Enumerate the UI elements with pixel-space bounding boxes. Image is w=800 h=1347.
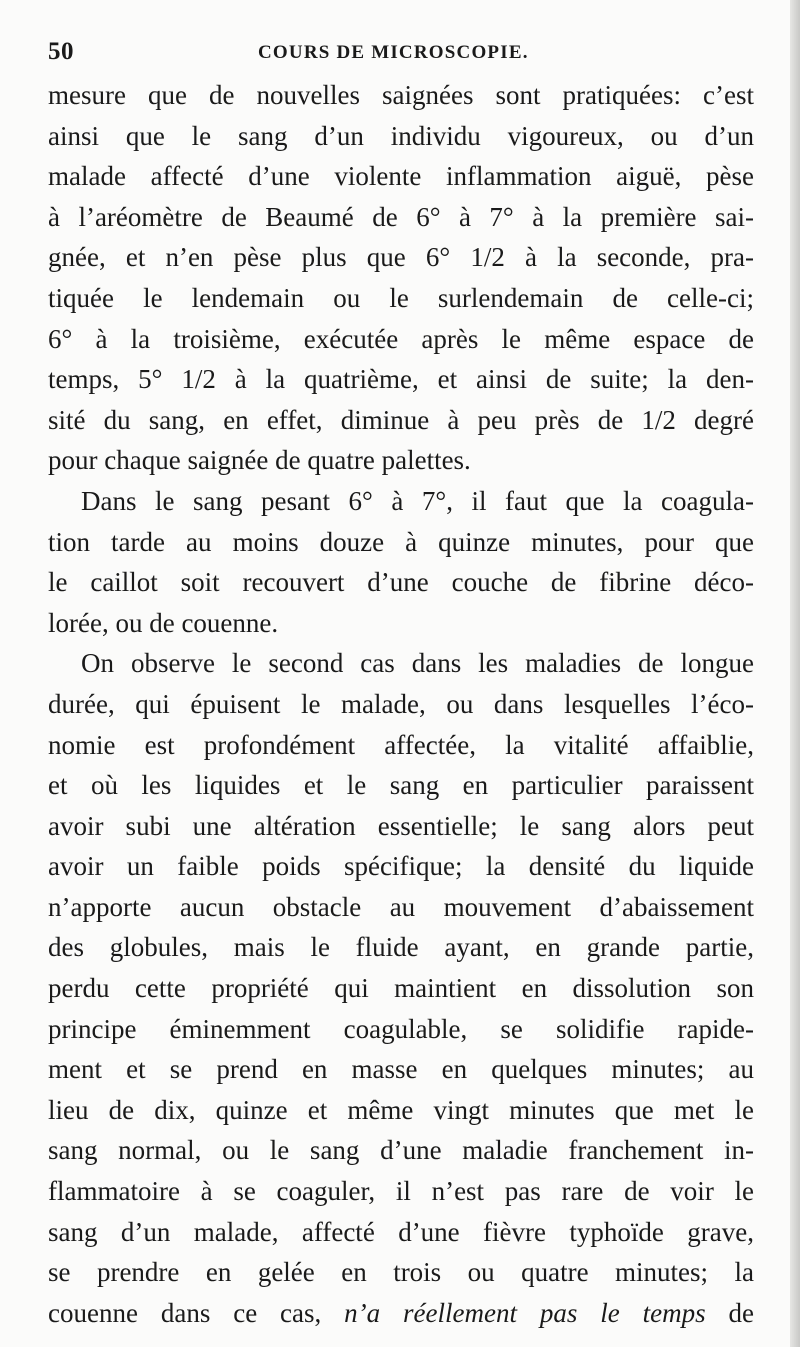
text-line: se prendre en gelée en trois ou quatre minutes; la	[48, 1257, 754, 1288]
page-edge-shadow	[790, 0, 800, 1347]
text-line: temps, 5° 1/2 à la quatrième, et ainsi de suite; la den-	[48, 364, 754, 395]
text-line: malade affecté d’une violente inflammation aiguë, pèse	[48, 161, 754, 192]
text-line: principe éminemment coagulable, se solidifie rapide-	[48, 1013, 754, 1044]
text-line: tion tarde au moins douze à quinze minutes, pour que	[48, 526, 754, 557]
text-line: gnée, et n’en pèse plus que 6° 1/2 à la seconde, pra-	[48, 242, 754, 273]
text-line: On observe le second cas dans les maladies de longue	[81, 648, 754, 679]
running-title: COURS DE MICROSCOPIE.	[258, 42, 529, 63]
text-line: Dans le sang pesant 6° à 7°, il faut que la coagula-	[81, 485, 754, 516]
text-line: ainsi que le sang d’un individu vigoureux, ou d’un	[48, 120, 754, 151]
page-header	[48, 38, 754, 68]
body-text	[48, 75, 754, 1333]
text-line: tiquée le lendemain ou le surlendemain de celle-ci;	[48, 282, 754, 313]
text-line: ment et se prend en masse en quelques minutes; au	[48, 1054, 754, 1085]
text-line: mesure que de nouvelles saignées sont pratiquées: c’est	[48, 80, 754, 110]
text-line: flammatoire à se coaguler, il n’est pas rare de voir le	[48, 1176, 754, 1207]
text-line: nomie est profondément affectée, la vitalité affaiblie,	[48, 729, 754, 760]
text-line: sang d’un malade, affecté d’une fièvre typhoïde grave,	[48, 1216, 754, 1247]
italic-text-run: n’a réellement pas le temps	[344, 1297, 706, 1328]
text-line: durée, qui épuisent le malade, ou dans lesquelles l’éco-	[48, 688, 754, 719]
text-line: 6° à la troisième, exécutée après le même espace de	[48, 323, 754, 354]
text-line: avoir subi une altération essentielle; le sang alors peut	[48, 810, 754, 841]
text-line: des globules, mais le fluide ayant, en grande partie,	[48, 932, 754, 963]
text-line: à l’aréomètre de Beaumé de 6° à 7° à la première sai-	[48, 201, 754, 232]
text-line: sang normal, ou le sang d’une maladie franchement in-	[48, 1135, 754, 1166]
text-line: n’apporte aucun obstacle au mouvement d’abaissement	[48, 891, 754, 922]
text-run: de	[705, 1297, 755, 1328]
text-line-last	[48, 1293, 754, 1334]
text-line: lorée, ou de couenne.	[48, 607, 279, 638]
text-line: sité du sang, en effet, diminue à peu près de 1/2 degré	[48, 404, 754, 435]
text-line: le caillot soit recouvert d’une couche de fibrine déco-	[48, 567, 754, 598]
page-number: 50	[48, 38, 74, 65]
text-line: perdu cette propriété qui maintient en dissolution son	[48, 973, 754, 1004]
text-line: pour chaque saignée de quatre palettes.	[48, 445, 471, 476]
text-run: couenne dans ce cas,	[48, 1297, 345, 1328]
text-line: et où les liquides et le sang en particulier paraissent	[48, 770, 754, 801]
text-line: lieu de dix, quinze et même vingt minutes que met le	[48, 1094, 754, 1125]
text-line: avoir un faible poids spécifique; la densité du liquide	[48, 851, 754, 882]
